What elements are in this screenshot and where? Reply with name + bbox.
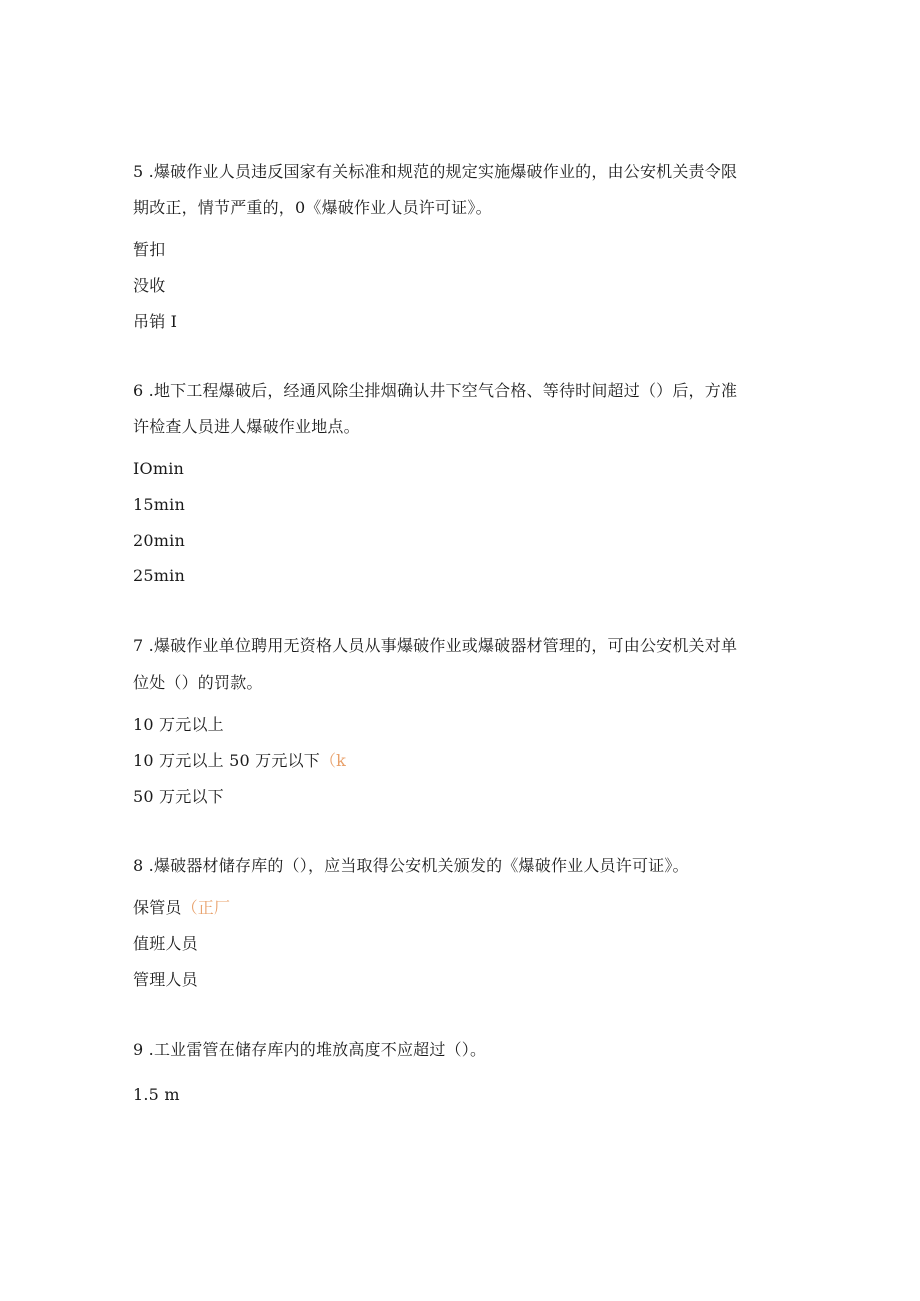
question-5-text-line-1: 5 .爆破作业人员违反国家有关标准和规范的规定实施爆破作业的，由公安机关责令限 [133,162,738,181]
question-8-text-line-1: 8 .爆破器材储存库的（），应当取得公安机关颁发的《爆破作业人员许可证》。 [133,856,689,875]
question-7-option-2-text: 10 万元以上 50 万元以下 [133,751,320,770]
question-9-option-1: 1.5 m [133,1085,180,1104]
question-6-option-3: 20min [133,531,185,550]
question-6-option-4: 25min [133,566,185,585]
question-6-option-2: 15min [133,495,185,514]
question-9-text-line-1: 9 .工业雷管在储存库内的堆放高度不应超过（）。 [133,1040,487,1059]
question-7-option-1: 10 万元以上 [133,715,224,734]
question-7-text-line-1: 7 .爆破作业单位聘用无资格人员从事爆破作业或爆破器材管理的，可由公安机关对单 [133,636,738,655]
answer-mark: （正厂 [181,898,231,917]
question-8-option-1-text: 保管员 [133,898,182,917]
answer-mark: （k [319,751,347,770]
question-6-text-line-1: 6 .地下工程爆破后，经通风除尘排烟确认井下空气合格、等待时间超过（）后，方准 [133,381,738,400]
question-8-option-1 [133,898,230,918]
question-8-option-3: 管理人员 [133,970,198,989]
question-6-option-1: IOmin [133,459,185,478]
question-7-text-line-2: 位处（）的罚款。 [133,673,263,692]
question-6-text-line-2: 许检查人员进人爆破作业地点。 [133,417,360,436]
question-5-option-3: 吊销 I [133,312,178,331]
question-5-text-line-2: 期改正，情节严重的，0《爆破作业人员许可证》。 [133,198,492,217]
question-7-option-3: 50 万元以下 [133,787,224,806]
question-5-option-1: 暂扣 [133,240,166,259]
question-7-option-2 [133,751,346,771]
question-5-option-2: 没收 [133,276,166,295]
question-8-option-2: 值班人员 [133,934,198,953]
